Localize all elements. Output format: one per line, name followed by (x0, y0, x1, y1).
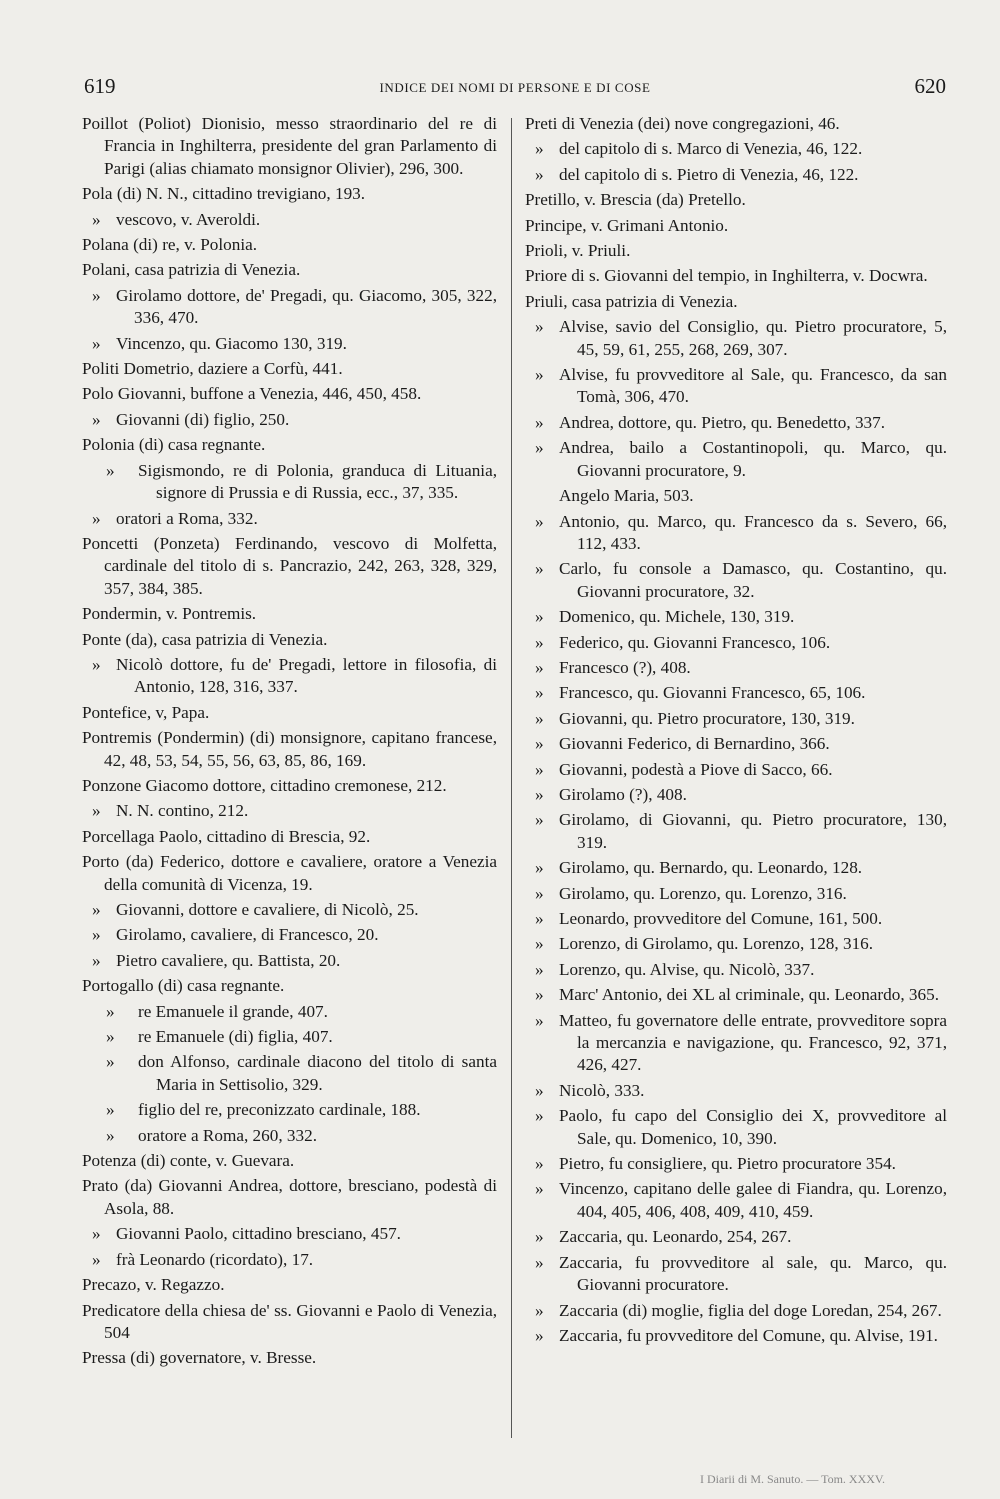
ditto-mark: » (92, 209, 101, 229)
ditto-mark: » (535, 164, 544, 184)
index-entry: Prioli, v. Priuli. (525, 241, 631, 261)
ditto-mark: » (535, 559, 544, 579)
subentry-text: Nicolò, 333. (559, 1080, 645, 1100)
subentry-text: frà Leonardo (ricordato), 17. (116, 1249, 314, 1269)
index-subentry (82, 209, 497, 231)
index-subentry (525, 316, 947, 361)
column-divider (511, 118, 512, 1438)
ditto-mark: » (535, 883, 544, 903)
index-entry: Porto (da) Federico, dottore e cavaliere, oratore a Venezia della comunità di Vicenza, 19. (82, 852, 497, 894)
ditto-mark: » (535, 985, 544, 1005)
index-subentry (82, 899, 497, 921)
index-entry: Poncetti (Ponzeta) Ferdinando, vescovo di Molfetta, cardinale del titolo di s. Pancrazio, 242, 263, 328, 329, 357, 384, 385. (82, 533, 497, 598)
subentry-text: Zaccaria, fu provveditore al sale, qu. Marco, qu. Giovanni procuratore. (559, 1252, 947, 1295)
index-entry: Pola (di) N. N., cittadino trevigiano, 193. (82, 184, 366, 204)
index-entry: Polana (di) re, v. Polonia. (82, 235, 258, 255)
ditto-mark: » (92, 285, 101, 305)
ditto-mark: » (535, 708, 544, 728)
ditto-mark: » (535, 139, 544, 159)
ditto-mark: » (92, 1224, 101, 1244)
index-subentry (525, 364, 947, 409)
ditto-mark: » (535, 1325, 544, 1345)
index-entry: Pressa (di) governatore, v. Bresse. (82, 1348, 317, 1368)
subentry-text: Vincenzo, qu. Giacomo 130, 319. (116, 333, 347, 353)
ditto-mark: » (535, 511, 544, 531)
index-subentry (82, 950, 497, 972)
subentry-text: don Alfonso, cardinale diacono del titolo di santa Maria in Settisolio, 329. (138, 1052, 497, 1094)
ditto-mark: » (535, 759, 544, 779)
ditto-mark: » (92, 950, 101, 970)
index-subentry (82, 1223, 497, 1245)
subentry-text: Angelo Maria, 503. (559, 486, 694, 506)
index-entry: Priore di s. Giovanni del tempio, in Inghilterra, v. Docwra. (525, 266, 928, 286)
index-entry: Preti di Venezia (dei) nove congregazioni, 46. (525, 114, 840, 133)
index-subentry (82, 1125, 497, 1147)
subentry-text: N. N. contino, 212. (116, 801, 249, 821)
index-entry: Pondermin, v. Pontremis. (82, 604, 257, 624)
subentry-text: oratore a Roma, 260, 332. (138, 1125, 317, 1145)
subentry-text: Lorenzo, qu. Alvise, qu. Nicolò, 337. (559, 959, 815, 979)
subentry-text: figlio del re, preconizzato cardinale, 188. (138, 1100, 421, 1120)
index-entry: Precazo, v. Regazzo. (82, 1275, 225, 1295)
index-entry: Polonia (di) casa regnante. (82, 435, 266, 455)
ditto-mark: » (535, 607, 544, 627)
index-entry: Poillot (Poliot) Dionisio, messo straordinario del re di Francia in Inghilterra, presidente del gran Parlamento di Parigi (alias chiamato monsignor Olivier), 296, 300. (82, 114, 497, 178)
index-subentry (525, 558, 947, 603)
subentry-text: Girolamo (?), 408. (559, 784, 687, 804)
index-subentry (525, 708, 947, 730)
ditto-mark: » (535, 1179, 544, 1199)
ditto-mark: » (535, 683, 544, 703)
subentry-text: Giovanni, dottore e cavaliere, di Nicolò, 25. (116, 900, 419, 919)
subentry-text: Giovanni Federico, di Bernardino, 366. (559, 734, 830, 754)
ditto-mark: » (535, 632, 544, 652)
index-subentry (525, 908, 947, 930)
subentry-text: Paolo, fu capo del Consiglio dei X, provveditore al Sale, qu. Domenico, 10, 390. (559, 1106, 947, 1148)
ditto-mark: » (535, 1227, 544, 1247)
left-column (82, 113, 497, 1373)
index-entry: Pretillo, v. Brescia (da) Pretello. (525, 190, 746, 210)
ditto-mark: » (106, 1100, 115, 1120)
subentry-text: re Emanuele (di) figlia, 407. (138, 1027, 333, 1047)
ditto-mark: » (535, 1252, 544, 1272)
subentry-text: Giovanni Paolo, cittadino bresciano, 457. (116, 1224, 401, 1244)
index-subentry (82, 924, 497, 946)
index-subentry (525, 1105, 947, 1150)
ditto-mark: » (535, 1010, 544, 1030)
ditto-mark: » (535, 858, 544, 878)
index-subentry (525, 1226, 947, 1248)
subentry-text: Vincenzo, capitano delle galee di Fiandra, qu. Lorenzo, 404, 405, 406, 408, 409, 410, 459. (559, 1179, 947, 1221)
index-subentry (525, 1178, 947, 1223)
subentry-text: Lorenzo, di Girolamo, qu. Lorenzo, 128, 316. (559, 934, 874, 954)
subentry-text: Pietro cavaliere, qu. Battista, 20. (116, 950, 341, 970)
index-entry: Pontremis (Pondermin) (di) monsignore, capitano francese, 42, 48, 53, 54, 55, 56, 63, 85, 86, 169. (82, 728, 497, 770)
index-subentry (82, 460, 497, 505)
index-subentry (525, 1010, 947, 1077)
subentry-text: Leonardo, provveditore del Comune, 161, 500. (559, 909, 883, 928)
index-subentry (525, 657, 947, 679)
ditto-mark: » (535, 1106, 544, 1126)
running-title: INDICE DEI NOMI DI PERSONE E DI COSE (379, 80, 651, 95)
subentry-text: Domenico, qu. Michele, 130, 319. (559, 607, 795, 627)
page-number-right: 620 (914, 74, 946, 98)
index-subentry (82, 285, 497, 330)
ditto-mark (525, 485, 559, 507)
subentry-text: Alvise, savio del Consiglio, qu. Pietro procuratore, 5, 45, 59, 61, 255, 268, 269, 307. (559, 317, 947, 359)
index-entry: Potenza (di) conte, v. Guevara. (82, 1151, 295, 1171)
ditto-mark: » (535, 1154, 544, 1174)
index-entry: Polo Giovanni, buffone a Venezia, 446, 450, 458. (82, 384, 422, 404)
subentry-text: Andrea, dottore, qu. Pietro, qu. Benedetto, 337. (559, 412, 886, 432)
index-subentry (525, 784, 947, 806)
subentry-text: del capitolo di s. Pietro di Venezia, 46, 122. (559, 164, 859, 184)
subentry-text: Andrea, bailo a Costantinopoli, qu. Marco, qu. Giovanni procuratore, 9. (559, 438, 947, 480)
subentry-text: Giovanni (di) figlio, 250. (116, 409, 290, 429)
subentry-text: Alvise, fu provveditore al Sale, qu. Francesco, da san Tomà, 306, 470. (559, 365, 947, 407)
index-subentry (525, 984, 947, 1006)
index-subentry (82, 800, 497, 822)
index-subentry (525, 857, 947, 879)
index-subentry (525, 933, 947, 955)
index-entry: Polani, casa patrizia di Venezia. (82, 260, 301, 280)
index-subentry (82, 1001, 497, 1023)
index-subentry (82, 654, 497, 699)
ditto-mark: » (535, 1300, 544, 1320)
index-subentry (525, 437, 947, 482)
index-entry: Principe, v. Grimani Antonio. (525, 215, 729, 235)
ditto-mark: » (92, 654, 101, 674)
subentry-text: Giovanni, podestà a Piove di Sacco, 66. (559, 759, 833, 779)
subentry-text: Francesco (?), 408. (559, 657, 691, 677)
index-subentry (525, 1325, 947, 1347)
index-subentry (525, 809, 947, 854)
page-header (84, 74, 946, 104)
index-subentry (525, 959, 947, 981)
ditto-mark: » (92, 900, 101, 919)
subentry-text: Girolamo, di Giovanni, qu. Pietro procuratore, 130, 319. (559, 810, 947, 852)
index-subentry (525, 1300, 947, 1322)
page-number-left: 619 (84, 74, 116, 98)
ditto-mark: » (535, 657, 544, 677)
ditto-mark: » (535, 934, 544, 954)
subentry-text: Girolamo dottore, de' Pregadi, qu. Giacomo, 305, 322, 336, 470. (116, 285, 497, 328)
page-footer: I Diarii di M. Sanuto. — Tom. XXXV. (700, 1472, 886, 1486)
ditto-mark: » (535, 1080, 544, 1100)
subentry-text: Francesco, qu. Giovanni Francesco, 65, 106. (559, 683, 866, 703)
index-subentry (525, 733, 947, 755)
index-entry: Prato (da) Giovanni Andrea, dottore, bresciano, podestà di Asola, 88. (82, 1176, 497, 1218)
subentry-text: Federico, qu. Giovanni Francesco, 106. (559, 632, 831, 652)
index-subentry (525, 485, 947, 507)
subentry-text: Matteo, fu governatore delle entrate, provveditore sopra la mercanzia e navigazione, qu. Francesco, 92, 371, 426, 427. (559, 1010, 947, 1075)
ditto-mark: » (535, 959, 544, 979)
index-subentry (82, 1051, 497, 1096)
index-subentry (525, 759, 947, 781)
subentry-text: del capitolo di s. Marco di Venezia, 46, 122. (559, 139, 863, 159)
index-subentry (82, 508, 497, 530)
index-subentry (525, 883, 947, 905)
index-entry: Predicatore della chiesa de' ss. Giovanni e Paolo di Venezia, 504 (82, 1300, 497, 1342)
ditto-mark: » (106, 1027, 115, 1047)
index-subentry (525, 632, 947, 654)
index-subentry (525, 1153, 947, 1175)
ditto-mark: » (106, 1052, 115, 1072)
index-subentry (525, 1080, 947, 1102)
ditto-mark: » (92, 333, 101, 353)
ditto-mark: » (535, 909, 544, 928)
subentry-text: Marc' Antonio, dei XL al criminale, qu. Leonardo, 365. (559, 985, 940, 1005)
ditto-mark: » (535, 810, 544, 830)
index-entry: Portogallo (di) casa regnante. (82, 976, 285, 996)
subentry-text: Sigismondo, re di Polonia, granduca di Lituania, signore di Prussia e di Russia, ecc., 37, 335. (138, 460, 497, 503)
subentry-text: Giovanni, qu. Pietro procuratore, 130, 319. (559, 708, 855, 728)
index-subentry (82, 333, 497, 355)
index-entry: Ponzone Giacomo dottore, cittadino cremonese, 212. (82, 775, 447, 795)
ditto-mark: » (106, 1125, 115, 1145)
ditto-mark: » (92, 1249, 101, 1269)
index-subentry (82, 1099, 497, 1121)
ditto-mark: » (535, 365, 544, 385)
subentry-text: Antonio, qu. Marco, qu. Francesco da s. Severo, 66, 112, 433. (559, 511, 947, 553)
index-subentry (525, 138, 947, 160)
subentry-text: Carlo, fu console a Damasco, qu. Costantino, qu. Giovanni procuratore, 32. (559, 559, 947, 601)
subentry-text: Girolamo, qu. Lorenzo, qu. Lorenzo, 316. (559, 883, 847, 903)
subentry-text: Zaccaria (di) moglie, figlia del doge Loredan, 254, 267. (559, 1300, 942, 1320)
index-subentry (525, 682, 947, 704)
index-subentry (525, 164, 947, 186)
subentry-text: re Emanuele il grande, 407. (138, 1001, 328, 1021)
ditto-mark: » (535, 317, 544, 337)
index-entry: Priuli, casa patrizia di Venezia. (525, 291, 738, 311)
subentry-text: vescovo, v. Averoldi. (116, 209, 261, 229)
ditto-mark: » (535, 784, 544, 804)
ditto-mark: » (106, 1001, 115, 1021)
index-subentry (525, 511, 947, 556)
index-subentry (82, 409, 497, 431)
index-subentry (525, 412, 947, 434)
index-subentry (82, 1249, 497, 1271)
ditto-mark: » (92, 409, 101, 429)
ditto-mark: » (535, 438, 544, 458)
index-entry: Porcellaga Paolo, cittadino di Brescia, 92. (82, 826, 371, 846)
subentry-text: Girolamo, cavaliere, di Francesco, 20. (116, 925, 379, 945)
ditto-mark: » (535, 734, 544, 754)
ditto-mark: » (92, 801, 101, 821)
subentry-text: Nicolò dottore, fu de' Pregadi, lettore in filosofia, di Antonio, 128, 316, 337. (116, 654, 497, 697)
index-entry: Politi Dometrio, daziere a Corfù, 441. (82, 359, 343, 379)
ditto-mark: » (535, 412, 544, 432)
index-entry: Pontefice, v, Papa. (82, 702, 210, 722)
ditto-mark: » (92, 925, 101, 945)
subentry-text: Pietro, fu consigliere, qu. Pietro procuratore 354. (559, 1154, 896, 1174)
index-subentry (525, 1252, 947, 1297)
subentry-text: oratori a Roma, 332. (116, 508, 258, 528)
ditto-mark: » (92, 508, 101, 528)
ditto-mark: » (106, 460, 115, 480)
subentry-text: Girolamo, qu. Bernardo, qu. Leonardo, 128. (559, 858, 863, 878)
index-entry: Ponte (da), casa patrizia di Venezia. (82, 629, 328, 649)
index-subentry (525, 606, 947, 628)
right-column (525, 113, 947, 1350)
index-subentry (82, 1026, 497, 1048)
subentry-text: Zaccaria, fu provveditore del Comune, qu. Alvise, 191. (559, 1325, 938, 1345)
subentry-text: Zaccaria, qu. Leonardo, 254, 267. (559, 1227, 792, 1247)
